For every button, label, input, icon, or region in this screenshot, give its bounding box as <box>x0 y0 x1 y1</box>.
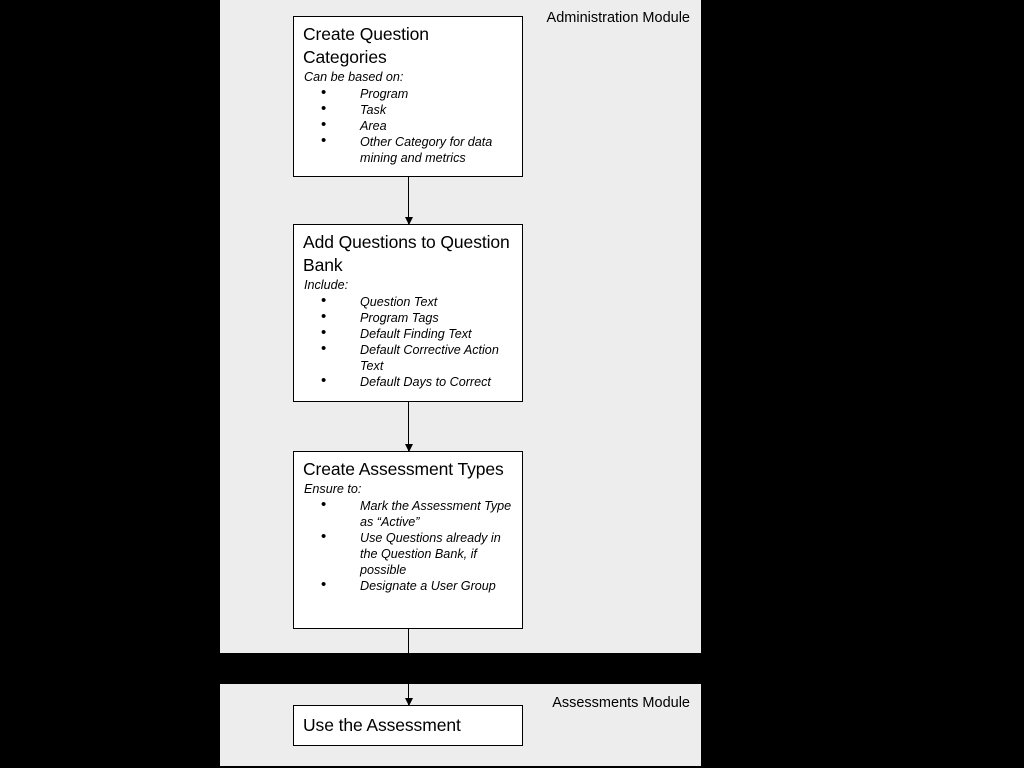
step-title: Add Questions to Question Bank <box>303 232 510 275</box>
step-box-create-assessment-types[interactable] <box>293 451 523 629</box>
assessments-module-label: Assessments Module <box>552 695 690 711</box>
step-bullet-list <box>303 498 514 594</box>
list-item: • Program Tags <box>303 310 514 326</box>
step-subtitle: Include: <box>304 278 349 292</box>
list-item: • Task <box>303 102 514 118</box>
list-item: • Area <box>303 118 514 134</box>
step-bullet-list <box>303 294 514 390</box>
step-box-use-the-assessment[interactable] <box>293 705 523 746</box>
step-box-add-questions-to-question-bank[interactable] <box>293 224 523 402</box>
step-bullet-list <box>303 86 514 166</box>
list-item: • Program <box>303 86 514 102</box>
connector-arrow-3 <box>408 629 409 705</box>
list-item: • Question Text <box>303 294 514 310</box>
step-subtitle: Ensure to: <box>304 482 362 496</box>
administration-module-label: Administration Module <box>546 10 690 26</box>
list-item: • Mark the Assessment Type as “Active” <box>303 498 514 530</box>
connector-arrow-1 <box>408 177 409 224</box>
step-subtitle: Can be based on: <box>304 70 404 84</box>
step-title: Create Question Categories <box>303 24 429 67</box>
list-item: • Other Category for data mining and metrics <box>303 134 514 166</box>
connector-arrow-2 <box>408 402 409 451</box>
list-item: • Default Corrective Action Text <box>303 342 514 374</box>
list-item: • Default Days to Correct <box>303 374 514 390</box>
step-box-create-question-categories[interactable] <box>293 16 523 177</box>
list-item: • Default Finding Text <box>303 326 514 342</box>
list-item: • Designate a User Group <box>303 578 514 594</box>
list-item: • Use Questions already in the Question Bank, if possible <box>303 530 514 578</box>
step-title: Use the Assessment <box>303 715 461 735</box>
step-title: Create Assessment Types <box>303 459 504 479</box>
